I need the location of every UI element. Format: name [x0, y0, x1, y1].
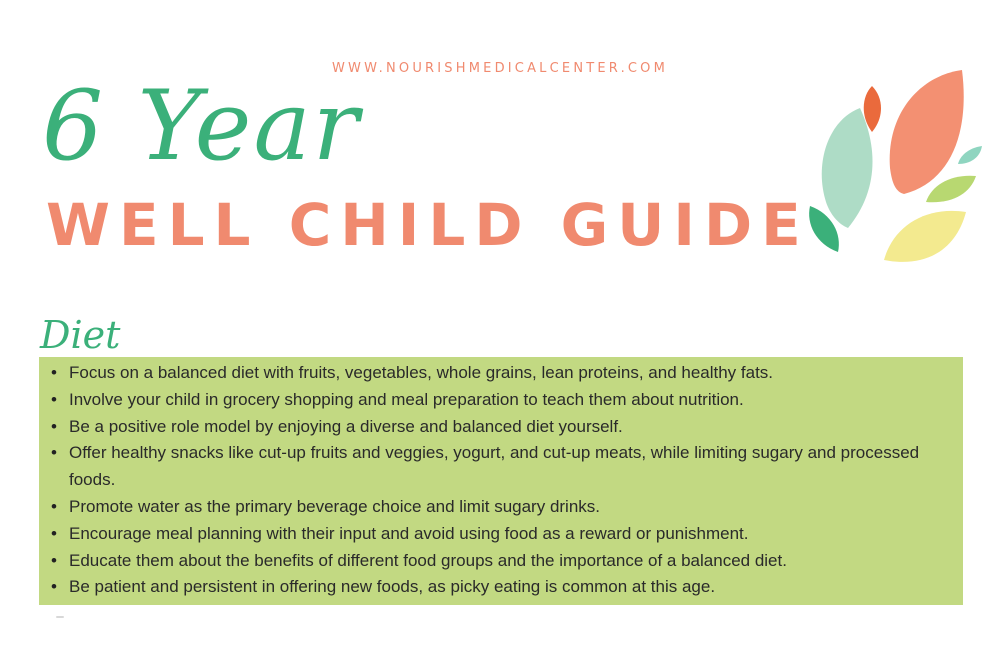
list-item-text: Encourage meal planning with their input and avoid using food as a reward or punishment.	[69, 523, 749, 543]
list-item-text: Focus on a balanced diet with fruits, vegetables, whole grains, lean proteins, and healthy fats.	[69, 363, 774, 382]
bullet-icon: •	[51, 443, 57, 463]
page-title-age: 6 Year	[42, 70, 361, 182]
section-title-diet: Diet	[40, 313, 121, 357]
list-item	[51, 440, 943, 494]
list-item	[51, 494, 943, 521]
list-item-text: Promote water as the primary beverage choice and limit sugary drinks.	[69, 496, 601, 516]
list-item	[51, 360, 943, 387]
yellow-leaf	[884, 211, 966, 262]
lime-leaf	[926, 176, 976, 203]
list-item	[51, 414, 943, 441]
mint-leaf	[822, 108, 873, 228]
list-item	[51, 387, 943, 414]
website-url: WWW.NOURISHMEDICALCENTER.COM	[331, 61, 669, 76]
list-item-text: Offer healthy snacks like cut-up fruits and veggies, yogurt, and cut-up meats, while limiting sugary and processed foods.	[69, 443, 920, 490]
bullet-icon: •	[51, 577, 57, 597]
list-item-text: Be patient and persistent in offering new foods, as picky eating is common at this age.	[69, 577, 716, 597]
list-item	[51, 574, 943, 601]
coral-leaf	[890, 70, 964, 194]
bullet-icon: •	[51, 389, 57, 409]
page-title-guide: WELL CHILD GUIDE	[46, 191, 810, 259]
list-item	[51, 548, 943, 575]
bullet-icon: •	[51, 363, 57, 382]
leaf-logo	[800, 64, 990, 274]
list-item-text: Be a positive role model by enjoying a diverse and balanced diet yourself.	[69, 416, 623, 436]
bullet-icon: •	[51, 416, 57, 436]
diet-panel	[39, 357, 963, 605]
teal-leaf	[958, 146, 982, 164]
diet-list	[51, 360, 943, 601]
list-item-text: Involve your child in grocery shopping and meal preparation to teach them about nutrition.	[69, 389, 744, 409]
faint-divider-mark	[56, 616, 64, 618]
bullet-icon: •	[51, 523, 57, 543]
bullet-icon: •	[51, 550, 57, 570]
list-item	[51, 521, 943, 548]
bullet-icon: •	[51, 496, 57, 516]
list-item-text: Educate them about the benefits of different food groups and the importance of a balanced diet.	[69, 550, 787, 570]
